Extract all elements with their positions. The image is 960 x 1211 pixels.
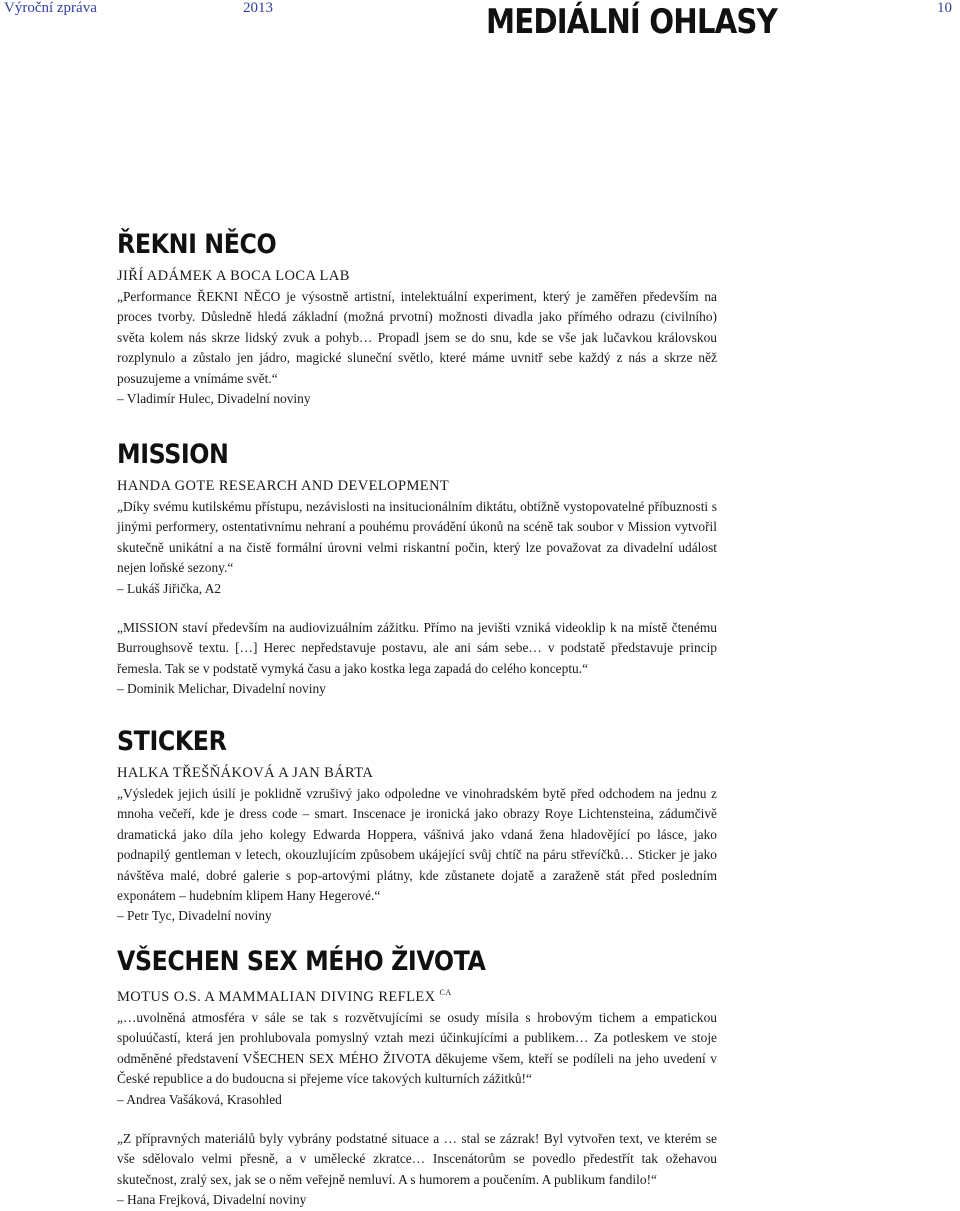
section-title: VŠECHEN SEX MÉHO ŽIVOTA [117, 946, 486, 977]
section-sticker [117, 727, 717, 927]
header-report-label: Výroční zpráva [4, 0, 97, 16]
review-author: – Petr Tyc, Divadelní noviny [117, 908, 272, 924]
section-subtitle: HALKA TŘEŠŇÁKOVÁ A JAN BÁRTA [117, 765, 374, 781]
country-code: CA [439, 988, 452, 997]
section-title: MISSION [117, 439, 229, 470]
review-author: – Lukáš Jiřička, A2 [117, 580, 222, 596]
header-year: 2013 [243, 0, 273, 16]
review-quote: „Díky svému kutilskému přístupu, nezávislosti na insitucionálním diktátu, obtížně vystopovatelné příbuznosti s jinými performery, ostentativnímu nehraní a pouhému provádění úkonů na scéně tak soubor v Mission vytvořil skutečně unikátní a na čistě formální úrovni velmi riskantní počin, který lze považovat za divadelní událost nejen loňské sezony.“ [117, 499, 717, 576]
review-quote: „Výsledek jejich úsilí je poklidně vzrušivý jako odpoledne ve vinohradském bytě před odchodem na jednu z mnoha večeří, kde je dress code – smart. Inscenace je ironická jako obrazy Roye Lichtensteina, zádumčivě dramatická jako díla jeho kolegy Edwarda Hoppera, vášnivá jako vdaná žena hladovějící po lásce, jako podnapilý gentleman v letech, okouzlujícím způsobem ukájející svůj chtíč na páru střevíčků… Sticker je jako návštěva malé, dobré galerie s pop-artovými plátny, kde zůstanete dojatě a zaraženě stát před posledním exponátem – hudebním klipem Hany Hegerové.“ [117, 786, 717, 904]
section-vsechen-sex [117, 947, 717, 1211]
section-title: ŘEKNI NĚCO [117, 229, 277, 260]
page-number: 10 [937, 0, 952, 16]
review-quote: „…uvolněná atmosféra v sále se tak s rozvětvujícími se osudy mísila s hrobovým tichem a empatickou spoluúčastí, která jen prohlubovala pomyslný vztah mezi účinkujícími a publikem… Za potleskem ve stoje odměněné představení VŠECHEN SEX MÉHO ŽIVOTA děkujeme všem, kteří se podíleli na jeho uvedení v České republice a do budoucna si přejeme více takových kulturních zážitků!“ [117, 1010, 717, 1087]
review-quote: „Performance ŘEKNI NĚCO je výsostně artistní, intelektuální experiment, který je zaměřen především na proces tvorby. Důsledně hledá základní (možná prvotní) možnosti divadla jako přímého odrazu (civilního) světa kolem nás skrze lidský zvuk a pohyb… Propadl jsem se do snu, kde se vše jak lučavkou královskou rozplynulo a zůstalo jen jádro, magické sluneční světlo, které máme uvnitř sebe každý z nás a skrze něž posuzujeme a vnímáme svět.“ [117, 289, 717, 386]
review-author: – Dominik Melichar, Divadelní noviny [117, 681, 326, 697]
section-title: STICKER [117, 726, 227, 757]
review-author: – Vladimír Hulec, Divadelní noviny [117, 391, 311, 407]
page-title: MEDIÁLNÍ OHLASY [486, 2, 777, 42]
section-subtitle: JIŘÍ ADÁMEK A BOCA LOCA LAB [117, 268, 350, 284]
review-quote: „Z přípravných materiálů byly vybrány podstatné situace a … stal se zázrak! Byl vytvořen text, ve kterém se vše sdělovalo velmi přesně, a v umělecké zkratce… Inscenátorům se povedlo předestřít tak ožehavou skutečnost, zralý sex, jak se o něm veřejně nemluví. A s humorem a poučením. A publikum fandilo!“ [117, 1131, 717, 1187]
section-mission [117, 440, 717, 700]
section-rekni-neco [117, 230, 717, 409]
review-quote: „MISSION staví především na audiovizuálním zážitku. Přímo na jevišti vzniká videoklip k na místě čtenému Burroughsově textu. […] Herec nepředstavuje postavu, ale ani sám sebe… v podstatě představuje princip řemesla. Tak se v podstatě vymyká času a jako kostka lega zapadá do celého konceptu.“ [117, 620, 717, 676]
section-subtitle [117, 983, 717, 1007]
review-author: – Hana Frejková, Divadelní noviny [117, 1192, 307, 1208]
subtitle-text: MOTUS O.S. A MAMMALIAN DIVING REFLEX [117, 989, 436, 1005]
section-subtitle: HANDA GOTE RESEARCH AND DEVELOPMENT [117, 478, 450, 494]
review-author: – Andrea Vašáková, Krasohled [117, 1091, 282, 1107]
